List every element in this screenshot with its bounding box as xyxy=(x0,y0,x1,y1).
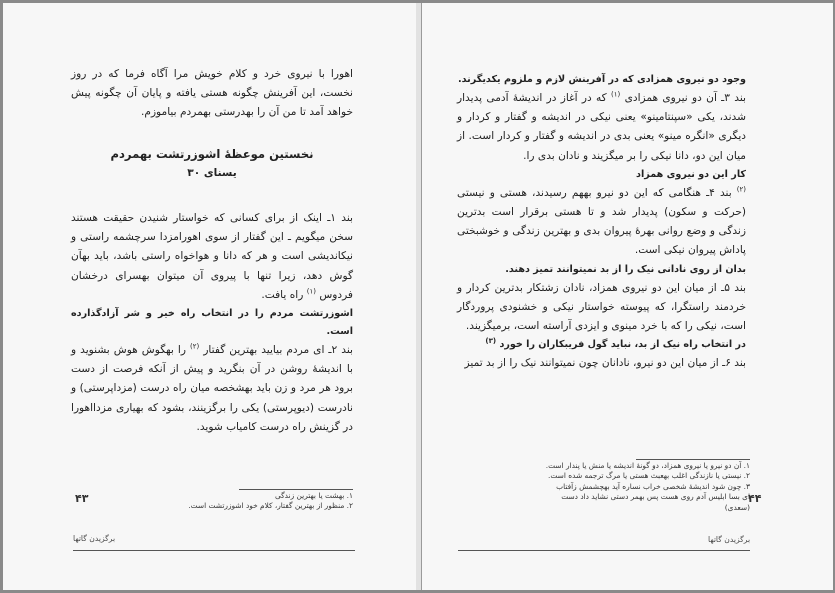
paragraph-1-tail: راه یافت. xyxy=(261,288,304,301)
footnote-ref-1: (۱) xyxy=(306,287,316,296)
footnote-ref-2: (۲) xyxy=(190,342,200,351)
footer-rule xyxy=(73,550,355,551)
section-title-0: وجود دو نیروی همزادی که در آفرینش لازم و ملزوم یکدیگرند. xyxy=(457,74,746,85)
paragraph-1-text: بند ۱ـ اینک از برای کسانی که خواستار شنیدن حقیقت هستند سخن میگویم ـ این گفتار از سوی اهورامزدا سرچشمه راستی و نیکاندیشی است و هر که دانا و هواخواه راستی باشد، باید بهآن گوش دهد، زیرا تنها با پیروی آن میتوان بهسرای درخشان فردوس xyxy=(71,212,353,301)
paragraph-2 xyxy=(71,341,353,437)
paragraph-5: بند ۵ـ از میان این دو نیروی همزاد، نادان زشتکار بدترین کردار و خردمند راستگرا، که پیوسته خواستار نیکی و خشنودی پروردگار است، نیکی را که با خرد مینوی و ایزدی آراسته است، برمیگزیند. xyxy=(457,281,746,333)
footnote-ref-3: (۳) xyxy=(485,337,497,346)
footnote-2: ۲. منظور از بهترین گفتار، کلام خود اشوزرتشت است. xyxy=(188,501,353,511)
chapter-subheading: یسنای ۳۰ xyxy=(187,166,237,179)
paragraph-3-rest: که در آغاز در اندیشهٔ آدمی پدیدار شدند، یکی «سپنتامینو» یعنی نیکی در اندیشه و گفتار و کردار و دیگری «انگره مینو» یعنی بدی در اندیشه و گفتار و کردار است. از میان این دو، دانا نیکی را بر میگزیند و نادان بدی را. xyxy=(457,92,746,162)
page-number: ۴۴ xyxy=(748,492,762,505)
section-title-2: بدان از روی نادانی نیک را از بد نمیتوانند تمیز دهند. xyxy=(505,263,746,275)
footnote-rule xyxy=(239,489,353,490)
paragraph-4-text: بند ۴ـ هنگامی که این دو نیرو بههم رسیدند، هستی و نیستی (حرکت و سکون) پدیدار شد و تا هستی برقرار است بدترین زندگی و وضع روانی بهرهٔ پیروان بدی و بهترین زندگی و خوشبختی پاداش پیروان نیکی است. xyxy=(457,186,746,257)
section-title-1: اشوزرتشت مردم را در انتخاب راه خیر و شر آزادگذارده است. xyxy=(71,308,353,338)
footnotes xyxy=(458,461,750,513)
footnotes xyxy=(73,491,353,512)
footnote-ref-2: (۲) xyxy=(736,185,746,194)
footnote-1: ۱. آن دو نیرو یا نیروی همزاد، دو گونهٔ اندیشه یا منش یا پندار است. xyxy=(545,461,750,470)
paragraph-2-rest: را بهگوش هوش بشنوید و با اندیشهٔ روشن در آن بنگرید و پیش از آنکه فرصت از دست برود هر مرد و زن باید بهشخصه میان راه درست (مزداپرستی) و نادرست (دیوپرستی) یکی را برگزینند، بشود که بهیاری مزدااهورا در گزینش راه درست کامیاب شوید. xyxy=(71,344,353,433)
left-page-body xyxy=(71,65,353,437)
running-footer: برگزیدن گاتها xyxy=(73,534,116,543)
footnote-3: ۳. چون شود اندیشهٔ شخصی خراب نساره آید بهچشمش زآفتاب xyxy=(556,481,750,491)
section-title-3-text: در انتخاب راه نیک از بد، نباید گول فریبکاران را خورد xyxy=(499,339,746,351)
page-number: ۴۳ xyxy=(75,492,89,505)
paragraph-3-start: بند ۳ـ آن دو نیروی همزادی xyxy=(624,92,746,104)
footnote-ref-1: (۱) xyxy=(611,90,621,99)
right-page xyxy=(421,3,833,590)
paragraph-6: بند ۶ـ از میان این دو نیرو، نادانان چون نمیتوانند نیک را از بد تمیز xyxy=(464,357,746,370)
paragraph-1 xyxy=(71,209,353,305)
book-spread xyxy=(3,3,832,590)
footnote-1: ۱. بهشت یا بهترین زندگی xyxy=(275,491,353,500)
footer-rule xyxy=(458,550,750,551)
footnote-rule xyxy=(636,459,750,460)
intro-paragraph: اهورا با نیروی خرد و کلام خویش مرا آگاه فرما که در روز نخست، این آفرینش چگونه هستی یافته و پایان آن چگونه پیش خواهد آمد تا من آن را بهدرستی بهمردم بیاموزم. xyxy=(71,68,353,119)
running-footer: برگزیدن گاتها xyxy=(708,535,751,544)
footnote-3-attribution: (سعدی) xyxy=(724,502,750,512)
paragraph-3 xyxy=(457,89,746,166)
right-page-body xyxy=(457,71,746,373)
section-title-1: کار این دو نیروی همزاد xyxy=(636,168,746,180)
footnote-2: ۲. نیستی یا نازندگی اغلب بهعبث هستی یا مرگ ترجمه شده است. xyxy=(548,471,750,481)
footnote-3-verse: ای بسا ابلیس آدم روی هست پس بهمر دستی نشاید داد دست xyxy=(561,492,750,502)
paragraph-2-start: بند ۲ـ ای مردم بیایید بهترین گفتار xyxy=(203,344,353,357)
section-title-3 xyxy=(457,336,746,354)
chapter-heading: نخستین موعظهٔ اشوزرتشت بهمردم xyxy=(110,146,314,161)
paragraph-4 xyxy=(457,184,746,261)
left-page xyxy=(3,3,417,590)
